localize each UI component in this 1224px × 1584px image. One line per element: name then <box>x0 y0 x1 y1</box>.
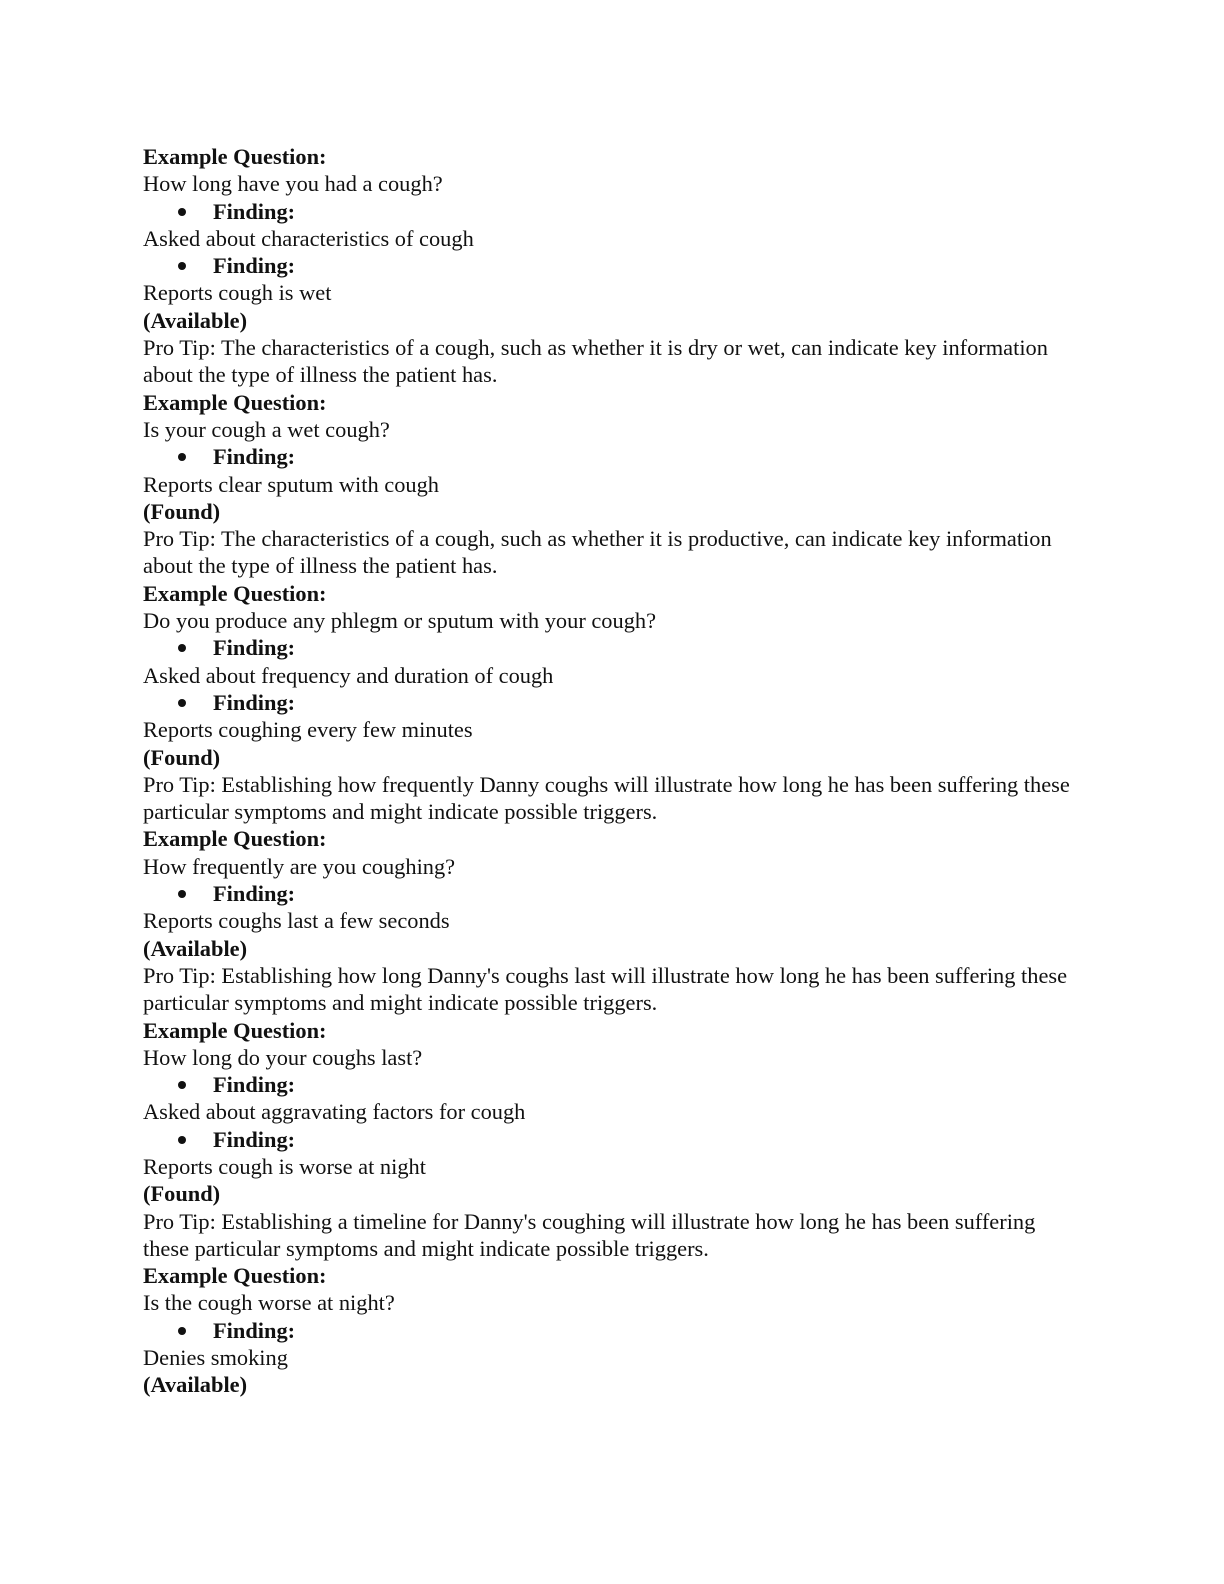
finding-label: Finding: <box>213 1126 296 1152</box>
document-page <box>143 143 1083 1399</box>
document-body <box>143 143 1083 1399</box>
bullet-icon <box>178 262 186 270</box>
finding-label: Finding: <box>213 253 296 279</box>
status-label: (Found) <box>143 744 221 770</box>
body-text: Reports cough is wet <box>143 280 332 306</box>
bullet-icon <box>178 890 186 898</box>
body-text: Is the cough worse at night? <box>143 1290 395 1316</box>
body-text: Asked about aggravating factors for cough <box>143 1099 526 1125</box>
pro-tip-text: Pro Tip: Establishing how long Danny's coughs last will illustrate how long he has been suffering these particular symptoms and might indicate possible triggers. <box>143 962 1068 1016</box>
pro-tip-text: Pro Tip: The characteristics of a cough, such as whether it is productive, can indicate key information about the type of illness the patient has. <box>143 526 1052 579</box>
pro-tip-text: Pro Tip: Establishing a timeline for Danny's coughing will illustrate how long he has been suffering these particular symptoms and might indicate possible triggers. <box>143 1208 1036 1261</box>
body-text: Reports coughing every few minutes <box>143 717 473 743</box>
bullet-icon <box>178 644 186 652</box>
finding-label: Finding: <box>213 635 296 661</box>
body-text: Asked about frequency and duration of cough <box>143 662 554 688</box>
example-question-heading: Example Question: <box>143 144 327 169</box>
example-question-heading: Example Question: <box>143 826 327 852</box>
finding-bullet-item <box>143 634 1083 661</box>
pro-tip-text: Pro Tip: Establishing how frequently Danny coughs will illustrate how long he has been suffering these particular symptoms and might indicate possible triggers. <box>143 771 1070 825</box>
status-label: (Available) <box>143 935 248 961</box>
body-text: How long do your coughs last? <box>143 1044 423 1070</box>
finding-bullet-item <box>143 1126 1083 1153</box>
bullet-icon <box>178 453 186 461</box>
body-text: Reports coughs last a few seconds <box>143 908 450 934</box>
finding-bullet-item <box>143 443 1083 470</box>
body-text: How frequently are you coughing? <box>143 853 456 879</box>
finding-label: Finding: <box>213 881 296 907</box>
body-text: Denies smoking <box>143 1345 288 1371</box>
example-question-heading: Example Question: <box>143 580 327 606</box>
finding-bullet-item <box>143 689 1083 716</box>
body-text: How long have you had a cough? <box>143 171 443 197</box>
finding-label: Finding: <box>213 444 296 470</box>
bullet-icon <box>178 208 186 216</box>
body-text: Reports clear sputum with cough <box>143 471 439 497</box>
status-label: (Found) <box>143 1181 221 1207</box>
body-text: Asked about characteristics of cough <box>143 225 474 251</box>
body-text: Reports cough is worse at night <box>143 1153 426 1179</box>
body-text: Is your cough a wet cough? <box>143 416 390 442</box>
bullet-icon <box>178 1081 186 1089</box>
finding-bullet-item <box>143 252 1083 279</box>
example-question-heading: Example Question: <box>143 1017 327 1043</box>
finding-label: Finding: <box>213 1072 296 1098</box>
finding-label: Finding: <box>213 689 296 715</box>
status-label: (Found) <box>143 498 221 524</box>
body-text: Do you produce any phlegm or sputum with your cough? <box>143 608 657 634</box>
finding-bullet-item <box>143 198 1083 225</box>
status-label: (Available) <box>143 1372 248 1398</box>
status-label: (Available) <box>143 307 248 333</box>
finding-bullet-item <box>143 1317 1083 1344</box>
pro-tip-text: Pro Tip: The characteristics of a cough, such as whether it is dry or wet, can indicate key information about the type of illness the patient has. <box>143 335 1048 388</box>
finding-bullet-item <box>143 1071 1083 1098</box>
bullet-icon <box>178 699 186 707</box>
bullet-icon <box>178 1327 186 1335</box>
bullet-icon <box>178 1136 186 1144</box>
finding-label: Finding: <box>213 198 296 224</box>
example-question-heading: Example Question: <box>143 1263 327 1289</box>
finding-label: Finding: <box>213 1317 296 1343</box>
finding-bullet-item <box>143 880 1083 907</box>
example-question-heading: Example Question: <box>143 389 327 415</box>
